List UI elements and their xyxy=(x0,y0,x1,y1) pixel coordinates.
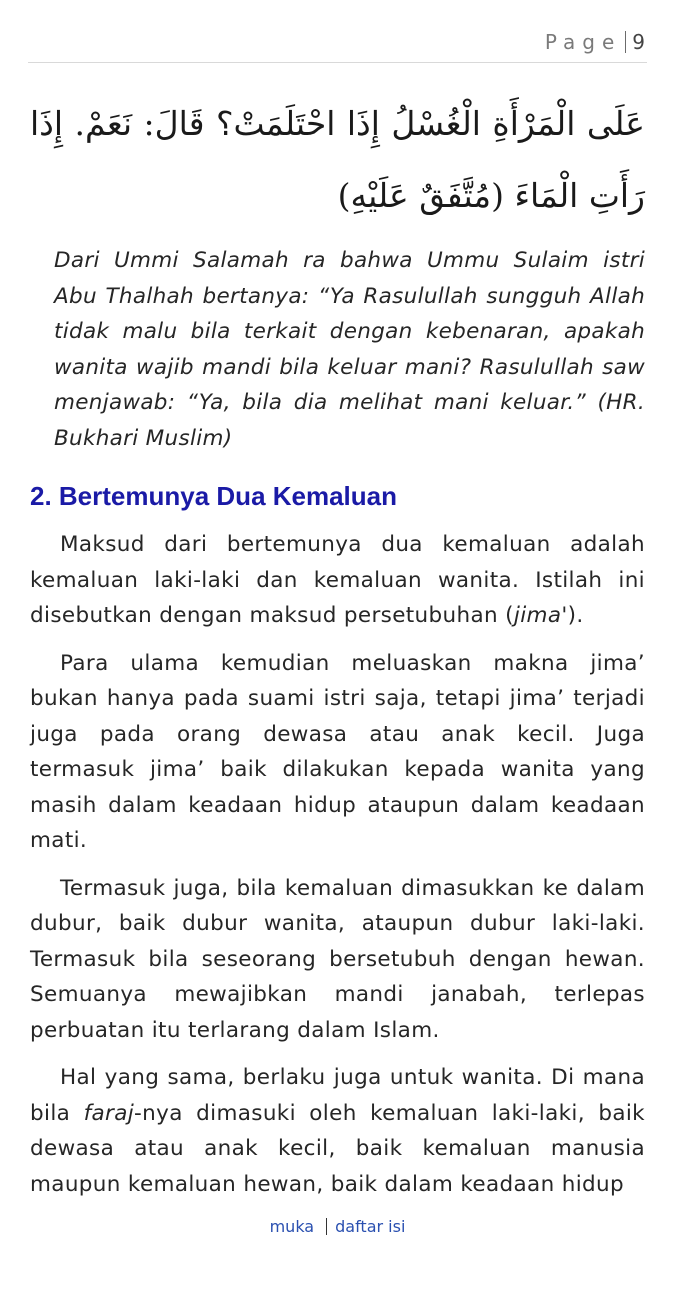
paragraph-1-italic-term: jima' xyxy=(513,603,568,628)
paragraph-1-text: Maksud dari bertemunya dua kemaluan adalah kemaluan laki-laki dan kemaluan wanita. Istilah ini disebutkan dengan maksud persetubuhan ( xyxy=(30,532,645,628)
page-number: 9 xyxy=(632,30,645,54)
paragraph-4 xyxy=(30,1060,645,1202)
table-of-contents-link[interactable]: daftar isi xyxy=(335,1217,406,1236)
paragraph-1-end: ). xyxy=(567,603,584,628)
body-text xyxy=(30,527,645,1214)
paragraph-1 xyxy=(30,527,645,634)
paragraph-3: Termasuk juga, bila kemaluan dimasukkan ke dalam dubur, baik dubur wanita, ataupun dubur laki-laki. Termasuk bila seseorang bersetubuh dengan hewan. Semuanya mewajibkan mandi janabah, terlepas perbuatan itu terlarang dalam Islam. xyxy=(30,875,645,1043)
paragraph-4-text: Hal yang sama, berlaku juga untuk wanita. Di mana bila xyxy=(30,1065,645,1126)
footer-divider xyxy=(326,1218,327,1235)
header-rule xyxy=(28,62,647,63)
paragraph-4-italic-term: faraj xyxy=(83,1100,135,1126)
page-label: Page xyxy=(544,30,622,54)
paragraph-4-end: -nya dimasuki oleh kemaluan laki-laki, baik dewasa atau anak kecil, baik kemaluan manusia maupun kemaluan hewan, baik dalam keadaan hidup xyxy=(30,1100,645,1197)
header-divider xyxy=(625,31,626,53)
hadith-translation: Dari Ummi Salamah ra bahwa Ummu Sulaim istri Abu Thalhah bertanya: “Ya Rasulullah sungguh Allah tidak malu bila terkait dengan kebenaran, apakah wanita wajib mandi bila keluar mani? Rasulullah saw menjawab: “Ya, bila dia melihat mani keluar.” (HR. Bukhari Muslim) xyxy=(54,248,645,451)
home-link[interactable]: muka xyxy=(269,1217,315,1236)
page-footer xyxy=(0,1217,675,1236)
arabic-hadith-text: عَلَى الْمَرْأَةِ الْغُسْلُ إِذَا احْتَلَمَتْ؟ قَالَ: نَعَمْ. إِذَا رَأَتِ الْمَاءَ (مُتَّفَقٌ عَلَيْهِ) xyxy=(30,104,645,215)
page-header xyxy=(545,30,645,54)
section-heading: 2. Bertemunya Dua Kemaluan xyxy=(30,481,398,511)
paragraph-2: Para ulama kemudian meluaskan makna jima’ bukan hanya pada suami istri saja, tetapi jima’ terjadi juga pada orang dewasa atau anak kecil. Juga termasuk jima’ baik dilakukan kepada wanita yang masih dalam keadaan hidup ataupun dalam keadaan mati. xyxy=(30,650,645,853)
